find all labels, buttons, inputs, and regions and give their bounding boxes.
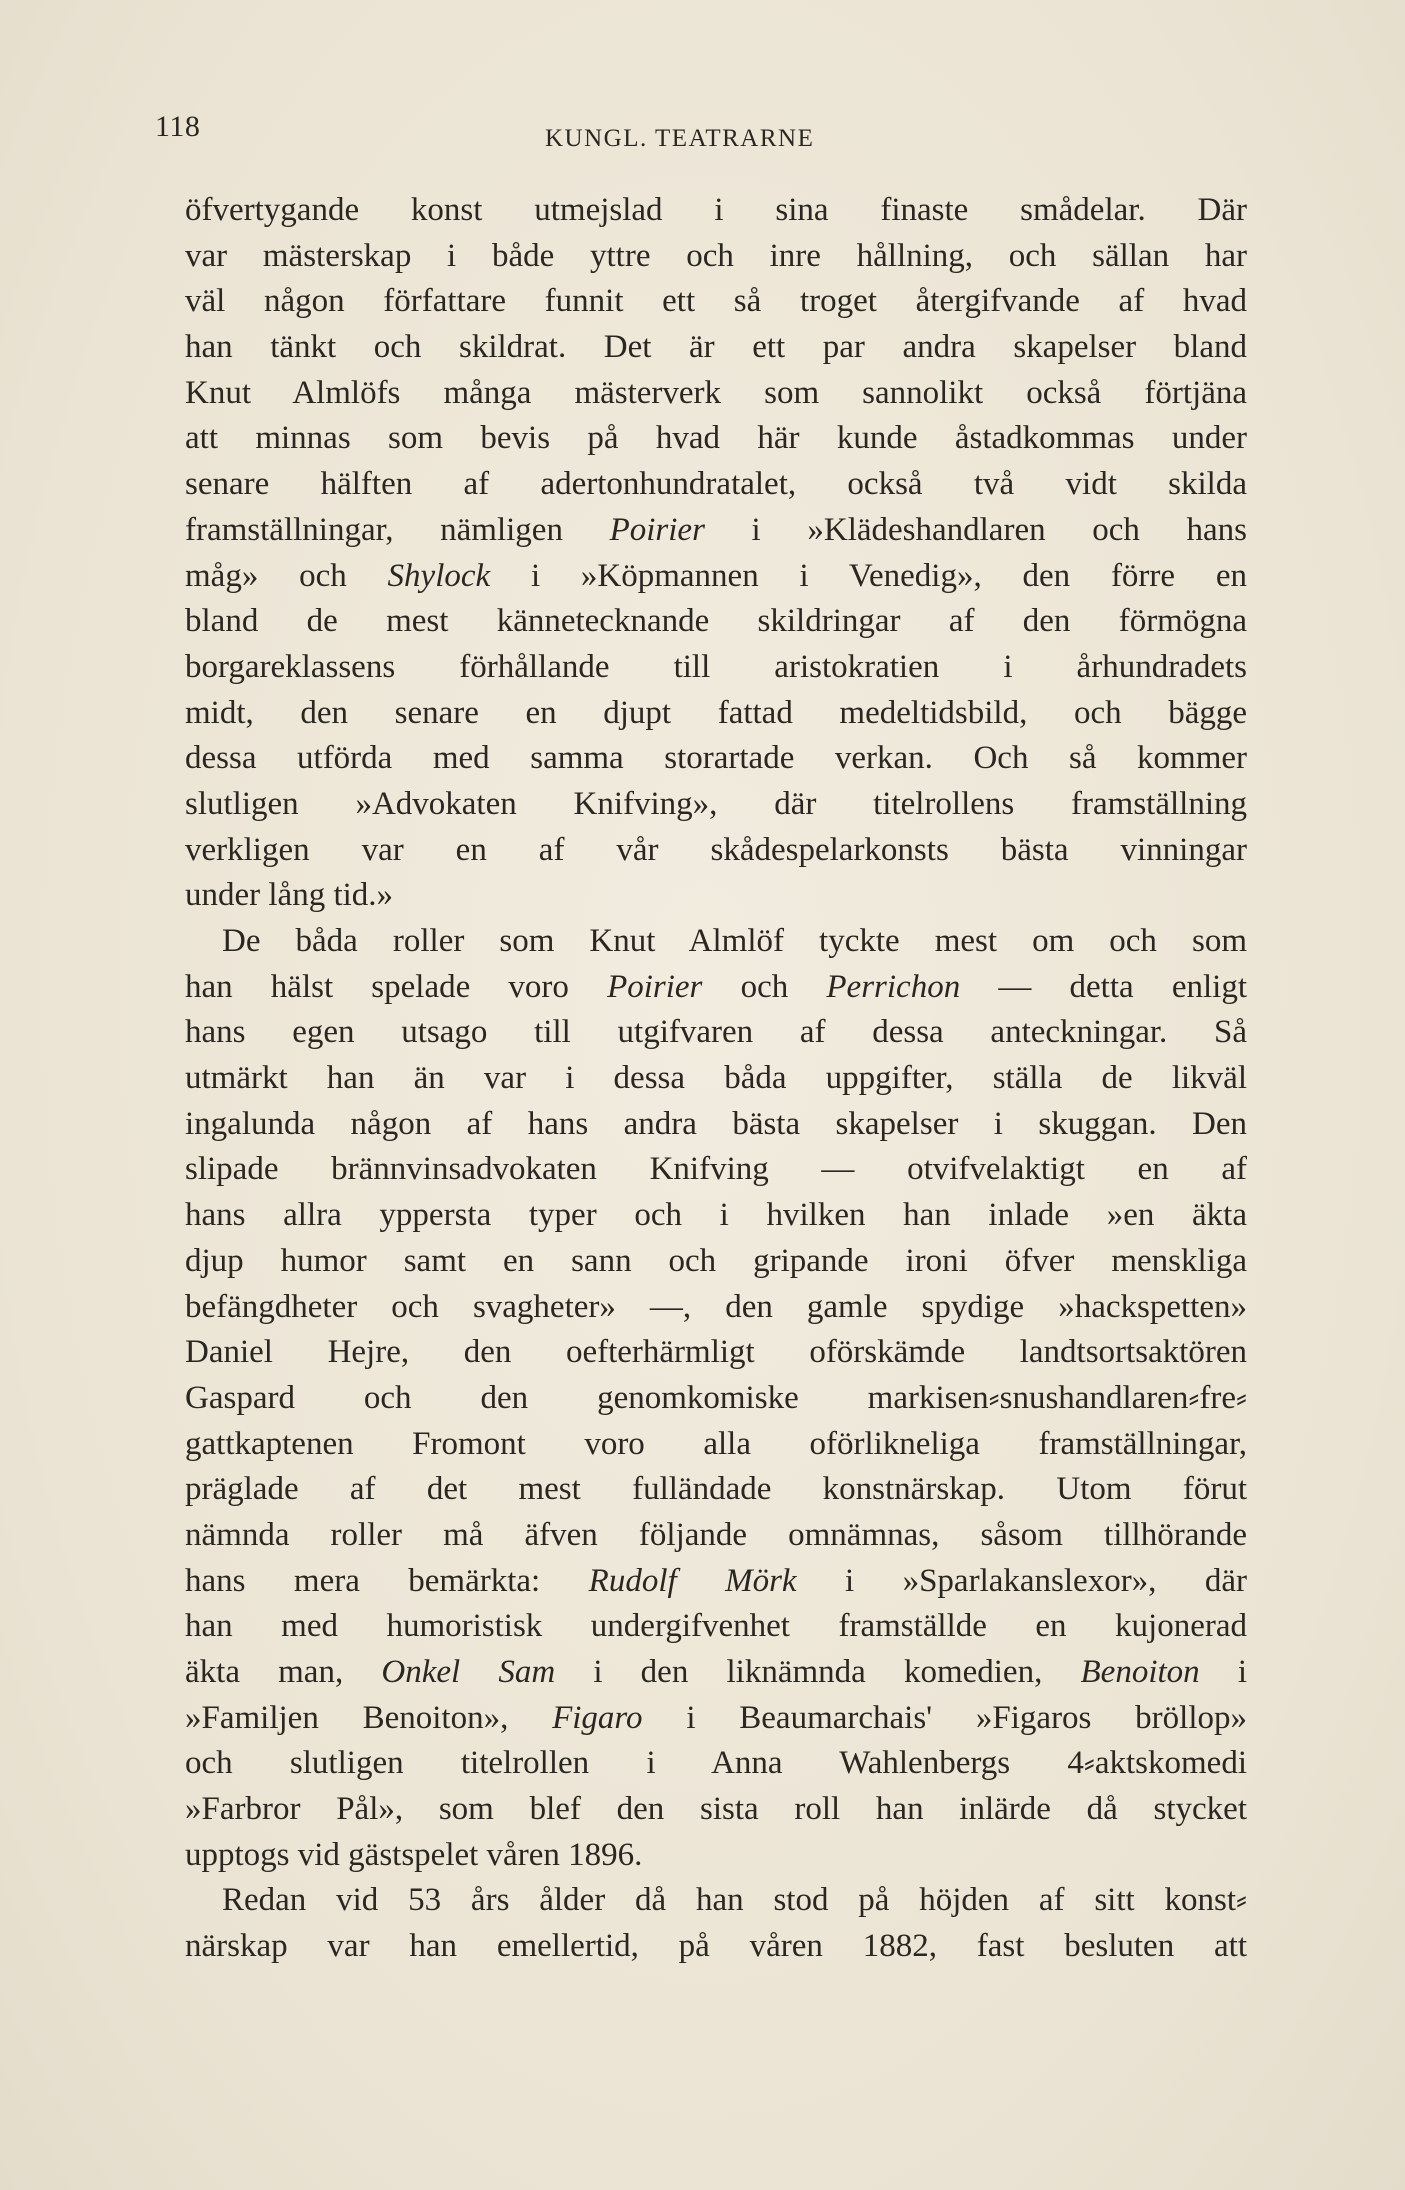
text-line: »Farbror Pål», som blef den sista roll han inlärde då stycket	[185, 1791, 1247, 1828]
text-line: framställningar, nämligen Poirier i »Klädeshandlaren och hans	[185, 511, 1247, 548]
text-line: upptogs vid gästspelet våren 1896.	[185, 1836, 643, 1873]
role-name-italic: Shylock	[387, 557, 491, 594]
page-number: 118	[155, 110, 201, 143]
text-line: nämnda roller må äfven följande omnämnas, såsom tillhörande	[185, 1516, 1247, 1553]
text-line: slipade brännvinsadvokaten Knifving — otvifvelaktigt en af	[185, 1151, 1247, 1188]
text-line: hans egen utsago till utgifvaren af dessa anteckningar. Så	[185, 1014, 1247, 1051]
text-line: senare hälften af adertonhundratalet, också två vidt skilda	[185, 466, 1247, 503]
text-line: borgareklassens förhållande till aristokratien i århundradets	[185, 648, 1247, 685]
text-line: hans mera bemärkta: Rudolf Mörk i »Sparlakanslexor», där	[185, 1562, 1247, 1599]
text-line: verkligen var en af vår skådespelarkonsts bästa vinningar	[185, 831, 1247, 868]
running-head: KUNGL. TEATRARNE	[545, 125, 815, 152]
text-line: under lång tid.»	[185, 877, 394, 914]
text-line: väl någon författare funnit ett så troget återgifvande af hvad	[185, 283, 1247, 320]
text-line: dessa utförda med samma storartade verkan. Och så kommer	[185, 740, 1247, 777]
text-line: »Familjen Benoiton», Figaro i Beaumarchais' »Figaros bröllop»	[185, 1699, 1247, 1736]
role-name-italic: Rudolf Mörk	[588, 1562, 797, 1599]
body-text	[185, 188, 1247, 1970]
role-name-italic: Figaro	[552, 1699, 643, 1736]
text-line: utmärkt han än var i dessa båda uppgifter, ställa de likväl	[185, 1060, 1247, 1097]
text-line: äkta man, Onkel Sam i den liknämnda komedien, Benoiton i	[185, 1654, 1248, 1690]
text-line: bland de mest kännetecknande skildringar af den förmögna	[185, 603, 1247, 640]
text-line: öfvertygande konst utmejslad i sina finaste smådelar. Där	[185, 192, 1247, 228]
text-line: Daniel Hejre, den oefterhärmligt oförskämde landtsortsaktören	[185, 1334, 1247, 1371]
role-name-italic: Perrichon	[826, 968, 961, 1005]
text-line: närskap var han emellertid, på våren 1882, fast besluten att	[185, 1928, 1247, 1965]
text-line: gattkaptenen Fromont voro alla oförlikneliga framställningar,	[185, 1425, 1247, 1462]
text-line: att minnas som bevis på hvad här kunde åstadkommas under	[185, 420, 1247, 457]
text-line: ingalunda någon af hans andra bästa skapelser i skuggan. Den	[185, 1105, 1247, 1142]
text-line: han med humoristisk undergifvenhet framställde en kujonerad	[185, 1608, 1247, 1645]
text-line: Knut Almlöfs många mästerverk som sannolikt också förtjäna	[185, 374, 1247, 411]
text-line: djup humor samt en sann och gripande ironi öfver menskliga	[185, 1242, 1247, 1279]
text-line: hans allra yppersta typer och i hvilken han inlade »en äkta	[185, 1197, 1247, 1234]
role-name-italic: Poirier	[609, 511, 705, 548]
text-line: Redan vid 53 års ålder då han stod på höjden af sitt konst⸗	[222, 1882, 1247, 1919]
text-line: midt, den senare en djupt fattad medeltidsbild, och bägge	[185, 694, 1247, 731]
text-line: befängdheter och svagheter» —, den gamle spydige »hackspetten»	[185, 1288, 1247, 1325]
text-line: han hälst spelade voro Poirier och Perrichon — detta enligt	[185, 968, 1247, 1005]
text-line: Gaspard och den genomkomiske markisen⸗snushandlaren⸗fre⸗	[185, 1379, 1247, 1416]
text-line: präglade af det mest fulländade konstnärskap. Utom förut	[185, 1471, 1247, 1508]
role-name-italic: Onkel Sam	[381, 1654, 556, 1690]
text-line: han tänkt och skildrat. Det är ett par andra skapelser bland	[185, 329, 1247, 366]
text-line: slutligen »Advokaten Knifving», där titelrollens framställning	[185, 785, 1247, 822]
text-line: De båda roller som Knut Almlöf tyckte mest om och som	[222, 923, 1247, 959]
role-name-italic: Benoiton	[1080, 1654, 1200, 1690]
text-line: var mästerskap i både yttre och inre hållning, och sällan har	[185, 237, 1247, 274]
text-line: och slutligen titelrollen i Anna Wahlenbergs 4⸗aktskomedi	[185, 1745, 1247, 1782]
role-name-italic: Poirier	[607, 968, 703, 1005]
text-line: måg» och Shylock i »Köpmannen i Venedig», den förre en	[185, 557, 1247, 594]
